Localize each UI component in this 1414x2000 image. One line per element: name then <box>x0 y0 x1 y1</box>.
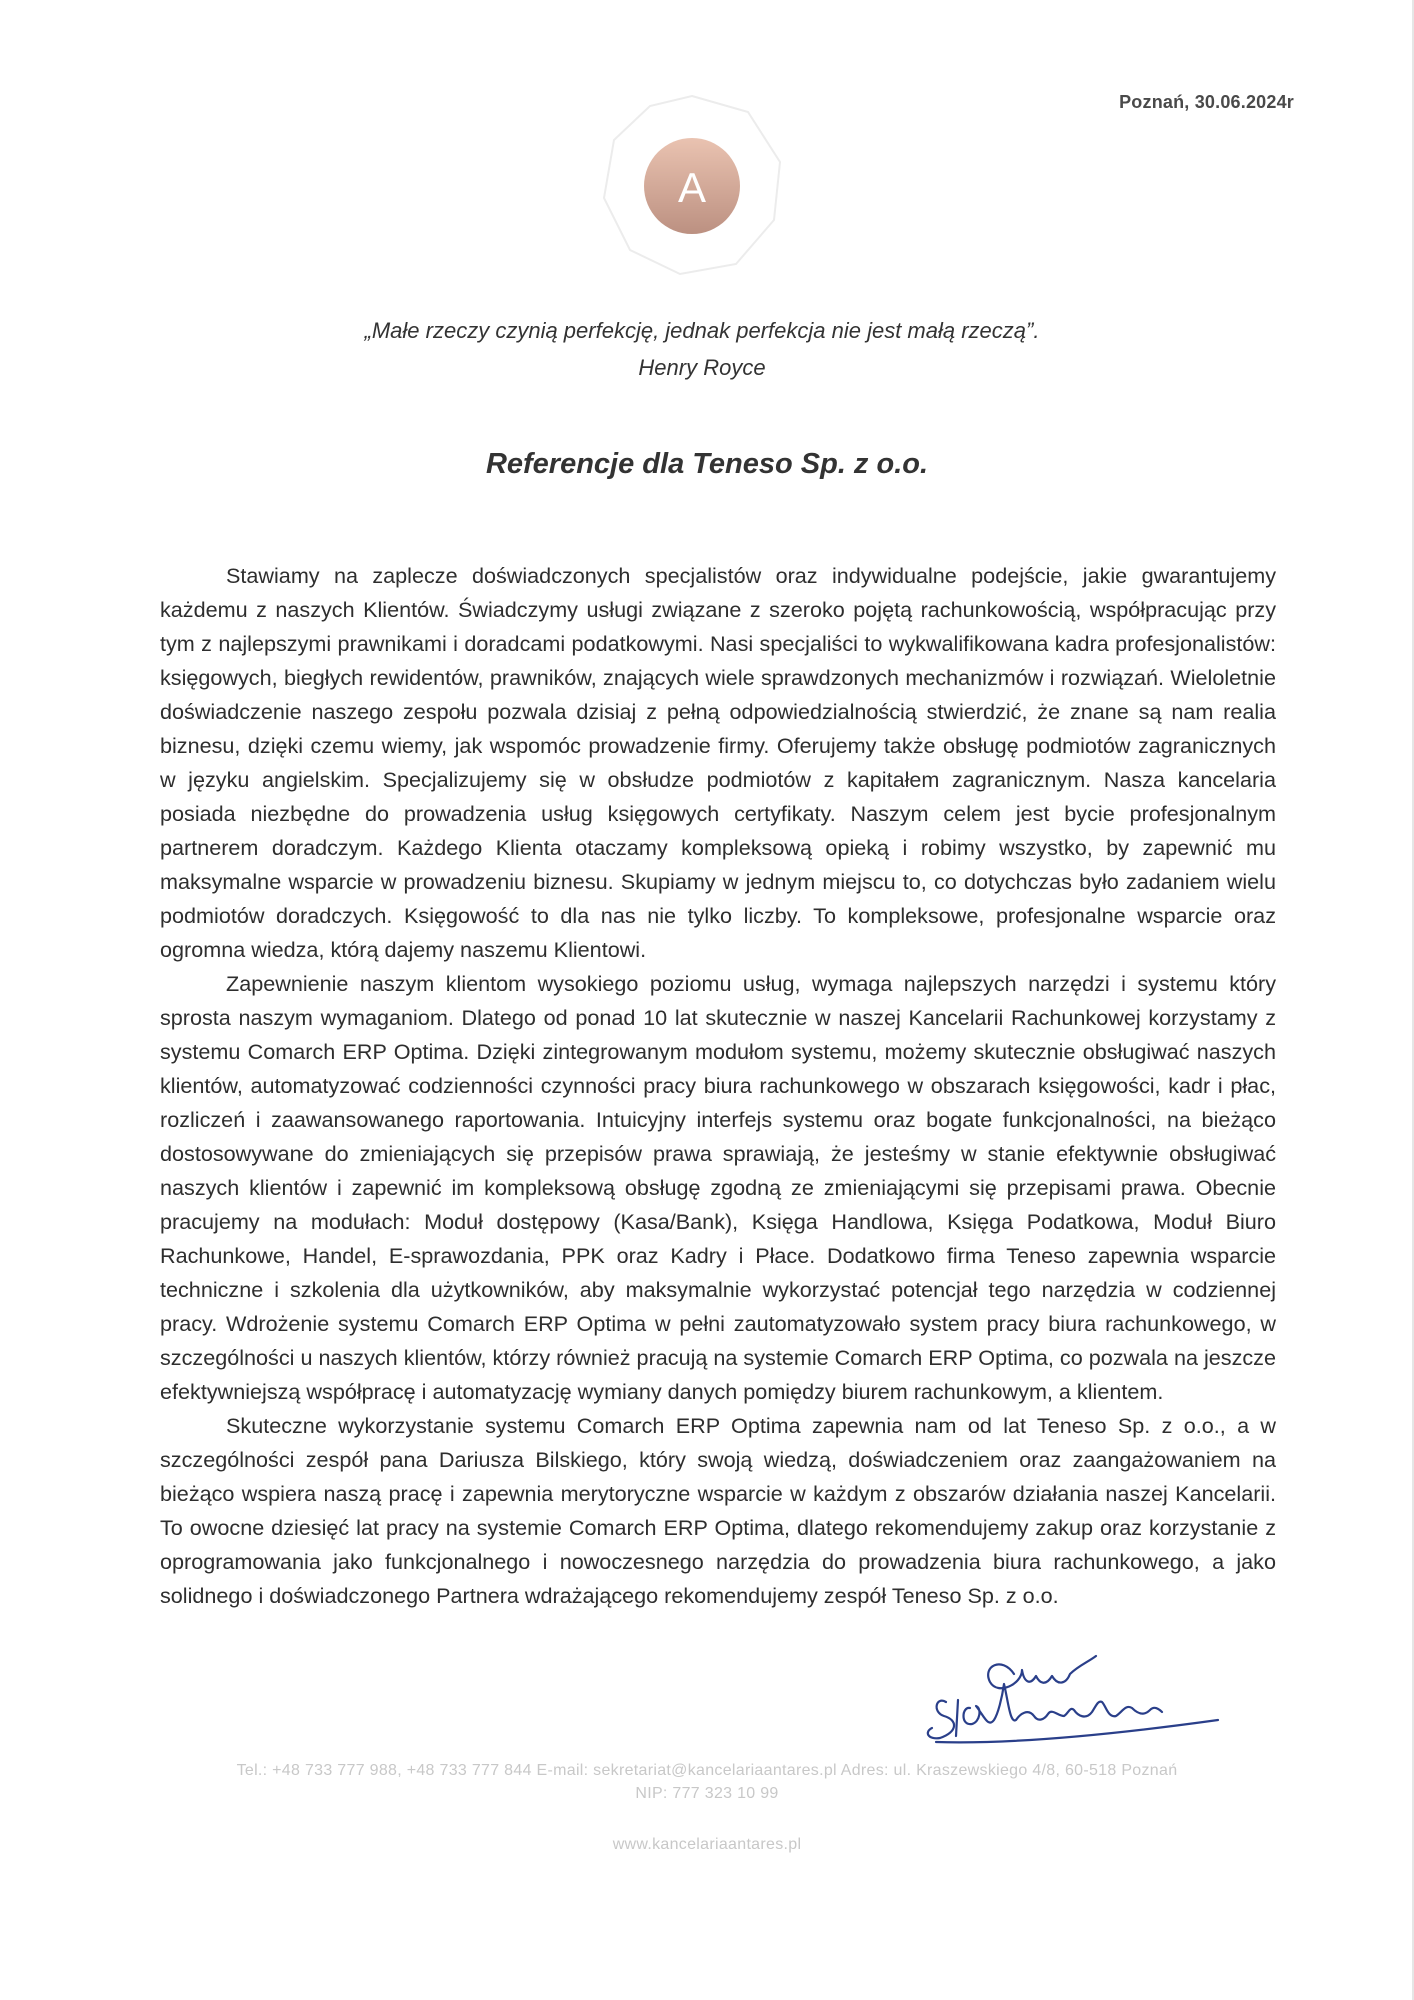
footer-website: www.kancelariaantares.pl <box>612 1836 802 1853</box>
paragraph-3: Skuteczne wykorzystanie systemu Comarch ERP Optima zapewnia nam od lat Teneso Sp. z o.o., a w szczególności zespół pana Dariusza Bilskiego, który swoją wiedzą, doświadczeniem oraz zaangażowaniem na bieżąco wspiera naszą pracę i zapewnia merytoryczne wsparcie w każdym z obszarów działania naszej Kancelarii. To owocne dziesięć lat pracy na systemie Comarch ERP Optima, dlatego rekomendujemy zakup oraz korzystanie z oprogramowania jako funkcjonalnego i nowoczesnego narzędzia do prowadzenia biura rachunkowego, a jako solidnego i doświadczonego Partnera wdrażającego rekomendujemy zespół Teneso Sp. z o.o. <box>160 1413 1276 1608</box>
document-date: Poznań, 30.06.2024r <box>1119 92 1294 112</box>
document-title: Referencje dla Teneso Sp. z o.o. <box>485 448 929 480</box>
logo-letter: A <box>677 164 707 211</box>
paragraph-1: Stawiamy na zaplecze doświadczonych specjalistów oraz indywidualne podejście, jakie gwarantujemy każdemu z naszych Klientów. Świadczymy usługi związane z szeroko pojętą rachunkowością, współpracując przy tym z najlepszymi prawnikami i doradcami podatkowymi. Nasi specjaliści to wykwalifikowana kadra profesjonalistów: księgowych, biegłych rewidentów, prawników, znających wiele sprawdzonych mechanizmów i rozwiązań. Wieloletnie doświadczenie naszego zespołu pozwala dzisiaj z pełną odpowiedzialnością stwierdzić, że znane są nam realia biznesu, dzięki czemu wiemy, jak wspomóc prowadzenie firmy. Oferujemy także obsługę podmiotów zagranicznych w języku angielskim. Specjalizujemy się w obsłudze podmiotów z kapitałem zagranicznym. Nasza kancelaria posiada niezbędne do prowadzenia usług księgowych certyfikaty. Naszym celem jest bycie profesjonalnym partnerem doradczym. Każdego Klienta otaczamy kompleksową opieką i robimy wszystko, by zapewnić mu maksymalne wsparcie w prowadzeniu biznesu. Skupiamy w jednym miejscu to, co dotychczas było zadaniem wielu podmiotów doradczych. Księgowość to dla nas nie tylko liczby. To kompleksowe, profesjonalne wsparcie oraz ogromna wiedza, którą dajemy naszemu Klientowi. <box>160 563 1276 962</box>
quote-text: „Małe rzeczy czynią perfekcję, jednak perfekcja nie jest małą rzeczą”. <box>364 318 1040 343</box>
footer-nip: NIP: 777 323 10 99 <box>635 1785 779 1802</box>
company-logo <box>598 92 786 280</box>
paragraph-2: Zapewnienie naszym klientom wysokiego poziomu usług, wymaga najlepszych narzędzi i systemu który sprosta naszym wymaganiom. Dlatego od ponad 10 lat skutecznie w naszej Kancelarii Rachunkowej korzystamy z systemu Comarch ERP Optima. Dzięki zintegrowanym modułom systemu, możemy skutecznie obsługiwać naszych klientów, automatyzować codzienności czynności pracy biura rachunkowego w obszarach księgowości, kadr i płac, rozliczeń i zaawansowanego raportowania. Intuicyjny interfejs systemu oraz bogate funkcjonalności, na bieżąco dostosowywane do zmieniających się przepisów prawa sprawiają, że jesteśmy w stanie efektywnie obsługiwać naszych klientów i zapewnić im kompleksową obsługę zgodną ze zmieniającymi się przepisami prawa. Obecnie pracujemy na modułach: Moduł dostępowy (Kasa/Bank), Księga Handlowa, Księga Podatkowa, Moduł Biuro Rachunkowe, Handel, E-sprawozdania, PPK oraz Kadry i Płace. Dodatkowo firma Teneso zapewnia wsparcie techniczne i szkolenia dla użytkowników, aby maksymalnie wykorzystać potencjał tego narzędzia w codziennej pracy. Wdrożenie systemu Comarch ERP Optima w pełni zautomatyzowało system pracy biura rachunkowego, w szczególności u naszych klientów, którzy również pracują na systemie Comarch ERP Optima, co pozwala na jeszcze efektywniejszą współpracę i automatyzację wymiany danych pomiędzy biurem rachunkowym, a klientem. <box>160 971 1276 1404</box>
footer-contact: Tel.: +48 733 777 988, +48 733 777 844 E-mail: sekretariat@kancelariaantares.pl Adres: ul. Kraszewskiego 4/8, 60-518 Poznań <box>236 1762 1178 1779</box>
handwritten-signature <box>918 1636 1248 1756</box>
document-body <box>160 559 1276 1613</box>
quote-author: Henry Royce <box>638 355 766 380</box>
